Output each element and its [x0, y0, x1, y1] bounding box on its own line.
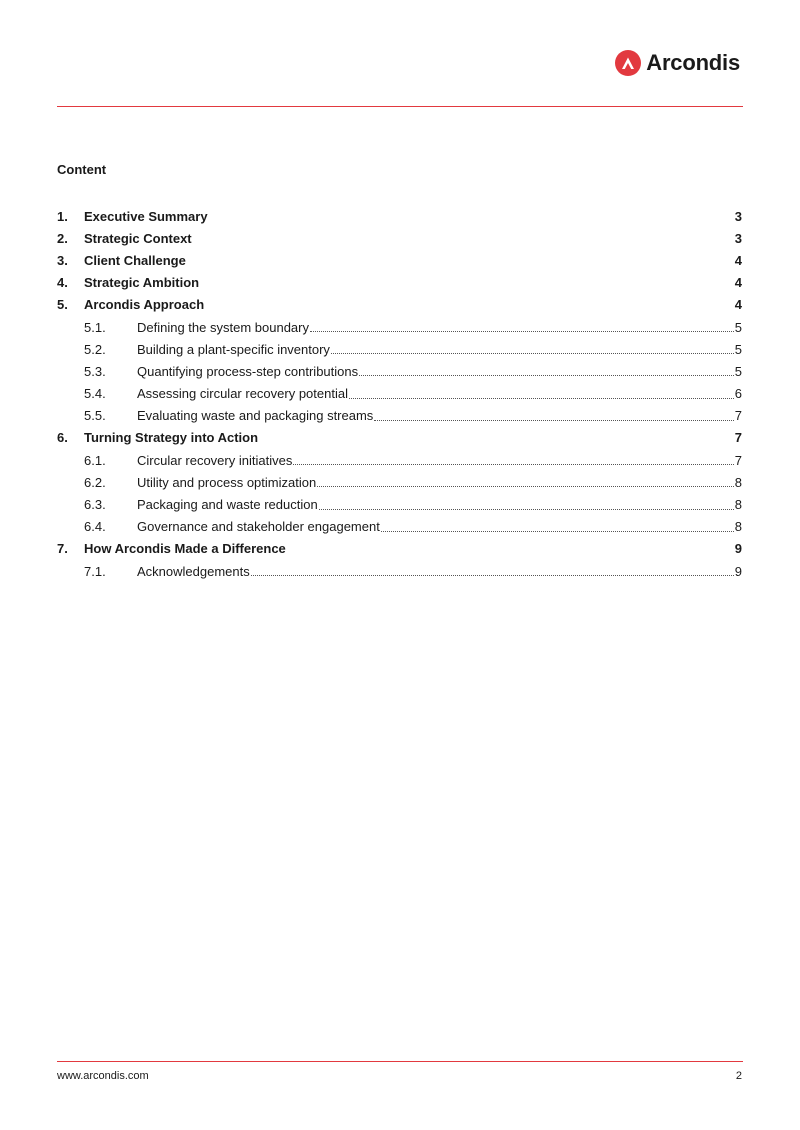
toc-dot-leader — [349, 398, 734, 399]
toc-subsection-entry[interactable] — [57, 471, 742, 493]
toc-dot-leader — [317, 486, 734, 487]
toc-entry-page: 6 — [734, 386, 742, 402]
toc-entry-page: 3 — [734, 230, 742, 246]
toc-entry-title: Strategic Context — [84, 230, 192, 246]
toc-section-entry[interactable] — [57, 205, 742, 227]
toc-entry-title: Turning Strategy into Action — [84, 430, 259, 446]
toc-entry-page: 9 — [734, 541, 742, 557]
toc-dot-leader — [374, 420, 733, 421]
toc-entry-page: 4 — [734, 275, 742, 291]
header-divider — [57, 106, 743, 107]
footer-url: www.arcondis.com — [57, 1070, 149, 1082]
toc-entry-title: Circular recovery initiatives — [137, 452, 293, 468]
toc-entry-title: Packaging and waste reduction — [137, 497, 318, 513]
toc-entry-title: Strategic Ambition — [84, 275, 200, 291]
toc-entry-page: 9 — [734, 563, 742, 579]
page-title: Content — [57, 162, 107, 177]
toc-dot-leader — [251, 575, 734, 576]
footer-page-number: 2 — [735, 1070, 742, 1082]
toc-dot-leader — [331, 353, 734, 354]
toc-entry-title: Utility and process optimization — [137, 474, 317, 490]
toc-entry-page: 7 — [734, 408, 742, 424]
toc-entry-page: 8 — [734, 497, 742, 513]
company-logo — [615, 50, 740, 76]
toc-entry-page: 3 — [734, 208, 742, 224]
toc-subsection-entry[interactable] — [57, 516, 742, 538]
toc-entry-title: Quantifying process-step contributions — [137, 363, 359, 379]
arcondis-logo-icon — [615, 50, 641, 76]
toc-section-entry[interactable] — [57, 427, 742, 449]
toc-entry-page: 5 — [734, 319, 742, 335]
table-of-contents — [57, 205, 742, 582]
toc-section-entry[interactable] — [57, 272, 742, 294]
toc-entry-number: 6.1. — [84, 452, 106, 468]
toc-subsection-entry[interactable] — [57, 493, 742, 515]
toc-entry-number: 6.2. — [84, 474, 106, 490]
toc-section-entry[interactable] — [57, 249, 742, 271]
footer-divider — [57, 1061, 743, 1062]
toc-dot-leader — [359, 375, 734, 376]
toc-entry-number: 5.4. — [84, 386, 106, 402]
toc-subsection-entry[interactable] — [57, 560, 742, 582]
toc-entry-title: Building a plant-specific inventory — [137, 341, 330, 357]
toc-dot-leader — [310, 331, 734, 332]
toc-section-entry[interactable] — [57, 538, 742, 560]
toc-dot-leader — [381, 531, 734, 532]
toc-entry-page: 4 — [734, 252, 742, 268]
toc-entry-number: 4. — [57, 275, 68, 291]
toc-entry-number: 6.4. — [84, 519, 106, 535]
toc-entry-number: 2. — [57, 230, 68, 246]
toc-entry-title: Executive Summary — [84, 208, 208, 224]
toc-dot-leader — [293, 464, 733, 465]
toc-subsection-entry[interactable] — [57, 316, 742, 338]
toc-entry-page: 7 — [734, 430, 742, 446]
toc-entry-title: Client Challenge — [84, 252, 186, 268]
toc-subsection-entry[interactable] — [57, 338, 742, 360]
toc-entry-page: 4 — [734, 297, 742, 313]
toc-entry-title: Governance and stakeholder engagement — [137, 519, 380, 535]
toc-entry-title: Acknowledgements — [137, 563, 250, 579]
toc-entry-number: 6.3. — [84, 497, 106, 513]
toc-subsection-entry[interactable] — [57, 449, 742, 471]
toc-section-entry[interactable] — [57, 227, 742, 249]
toc-entry-title: Assessing circular recovery potential — [137, 386, 348, 402]
toc-subsection-entry[interactable] — [57, 360, 742, 382]
toc-entry-page: 8 — [734, 474, 742, 490]
toc-subsection-entry[interactable] — [57, 405, 742, 427]
toc-entry-page: 8 — [734, 519, 742, 535]
toc-entry-number: 5.5. — [84, 408, 106, 424]
toc-section-entry[interactable] — [57, 294, 742, 316]
toc-entry-number: 5.2. — [84, 341, 106, 357]
logo-text: Arcondis — [646, 50, 740, 75]
toc-entry-number: 7.1. — [84, 563, 106, 579]
toc-entry-title: How Arcondis Made a Difference — [84, 541, 286, 557]
toc-entry-number: 5.1. — [84, 319, 106, 335]
toc-entry-title: Arcondis Approach — [84, 297, 205, 313]
toc-entry-number: 6. — [57, 430, 68, 446]
toc-entry-number: 3. — [57, 252, 68, 268]
toc-dot-leader — [319, 509, 734, 510]
toc-entry-number: 5.3. — [84, 363, 106, 379]
toc-entry-number: 7. — [57, 541, 68, 557]
toc-entry-number: 5. — [57, 297, 68, 313]
toc-entry-page: 7 — [734, 452, 742, 468]
toc-entry-title: Defining the system boundary — [137, 319, 309, 335]
toc-entry-page: 5 — [734, 363, 742, 379]
toc-entry-title: Evaluating waste and packaging streams — [137, 408, 374, 424]
toc-subsection-entry[interactable] — [57, 383, 742, 405]
toc-entry-page: 5 — [734, 341, 742, 357]
toc-entry-number: 1. — [57, 208, 68, 224]
